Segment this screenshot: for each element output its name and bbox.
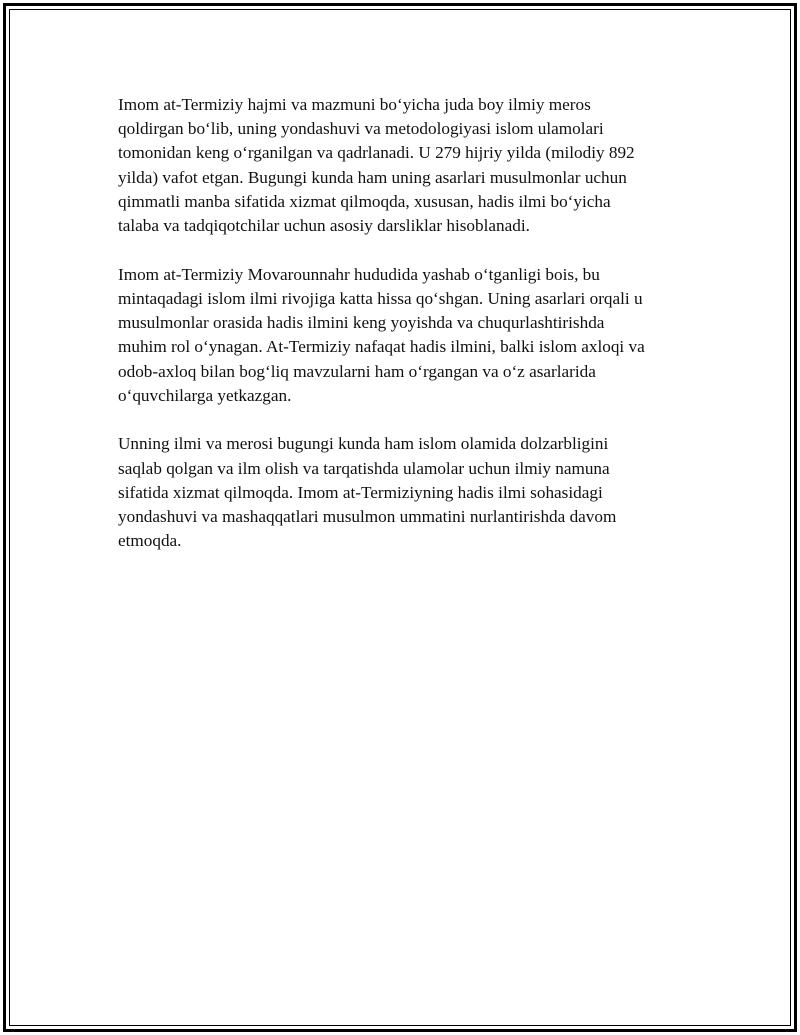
text-line: etmoqda. — [118, 531, 182, 551]
text-line: talaba va tadqiqotchilar uchun asosiy darsliklar hisoblanadi. — [118, 216, 530, 236]
text-line: sifatida xizmat qilmoqda. Imom at-Termiziyning hadis ilmi sohasidagi — [118, 482, 603, 502]
text-line: tomonidan keng o‘rganilgan va qadrlanadi. U 279 hijriy yilda (milodiy 892 — [118, 143, 635, 163]
text-line: qimmatli manba sifatida xizmat qilmoqda, xususan, hadis ilmi bo‘yicha — [118, 191, 611, 211]
text-line: yondashuvi va mashaqqatlari musulmon ummatini nurlantirishda davom — [118, 507, 617, 527]
document-body — [118, 93, 698, 578]
text-line: yilda) vafot etgan. Bugungi kunda ham uning asarlari musulmonlar uchun — [118, 167, 627, 187]
text-line: saqlab qolgan va ilm olish va tarqatishda ulamolar uchun ilmiy namuna — [118, 458, 610, 478]
text-line: Imom at-Termiziy Movarounnahr hududida yashab o‘tganligi bois, bu — [118, 264, 600, 284]
text-line: muhim rol o‘ynagan. At-Termiziy nafaqat hadis ilmini, balki islom axloqi va — [118, 337, 645, 357]
text-line: odob-axloq bilan bog‘liq mavzularni ham o‘rgangan va o‘z asarlarida — [118, 361, 596, 381]
text-line: o‘quvchilarga yetkazgan. — [118, 385, 292, 405]
text-line: Unning ilmi va merosi bugungi kunda ham islom olamida dolzarbligini — [118, 434, 609, 454]
text-line: qoldirgan bo‘lib, uning yondashuvi va metodologiyasi islom ulamolari — [118, 119, 604, 139]
paragraph-2 — [118, 263, 698, 408]
paragraph-3 — [118, 432, 698, 553]
paragraph-1 — [118, 93, 698, 238]
text-line: mintaqadagi islom ilmi rivojiga katta hissa qo‘shgan. Uning asarlari orqali u — [118, 288, 643, 308]
text-line: Imom at-Termiziy hajmi va mazmuni bo‘yicha juda boy ilmiy meros — [118, 95, 591, 114]
text-line: musulmonlar orasida hadis ilmini keng yoyishda va chuqurlashtirishda — [118, 313, 605, 333]
